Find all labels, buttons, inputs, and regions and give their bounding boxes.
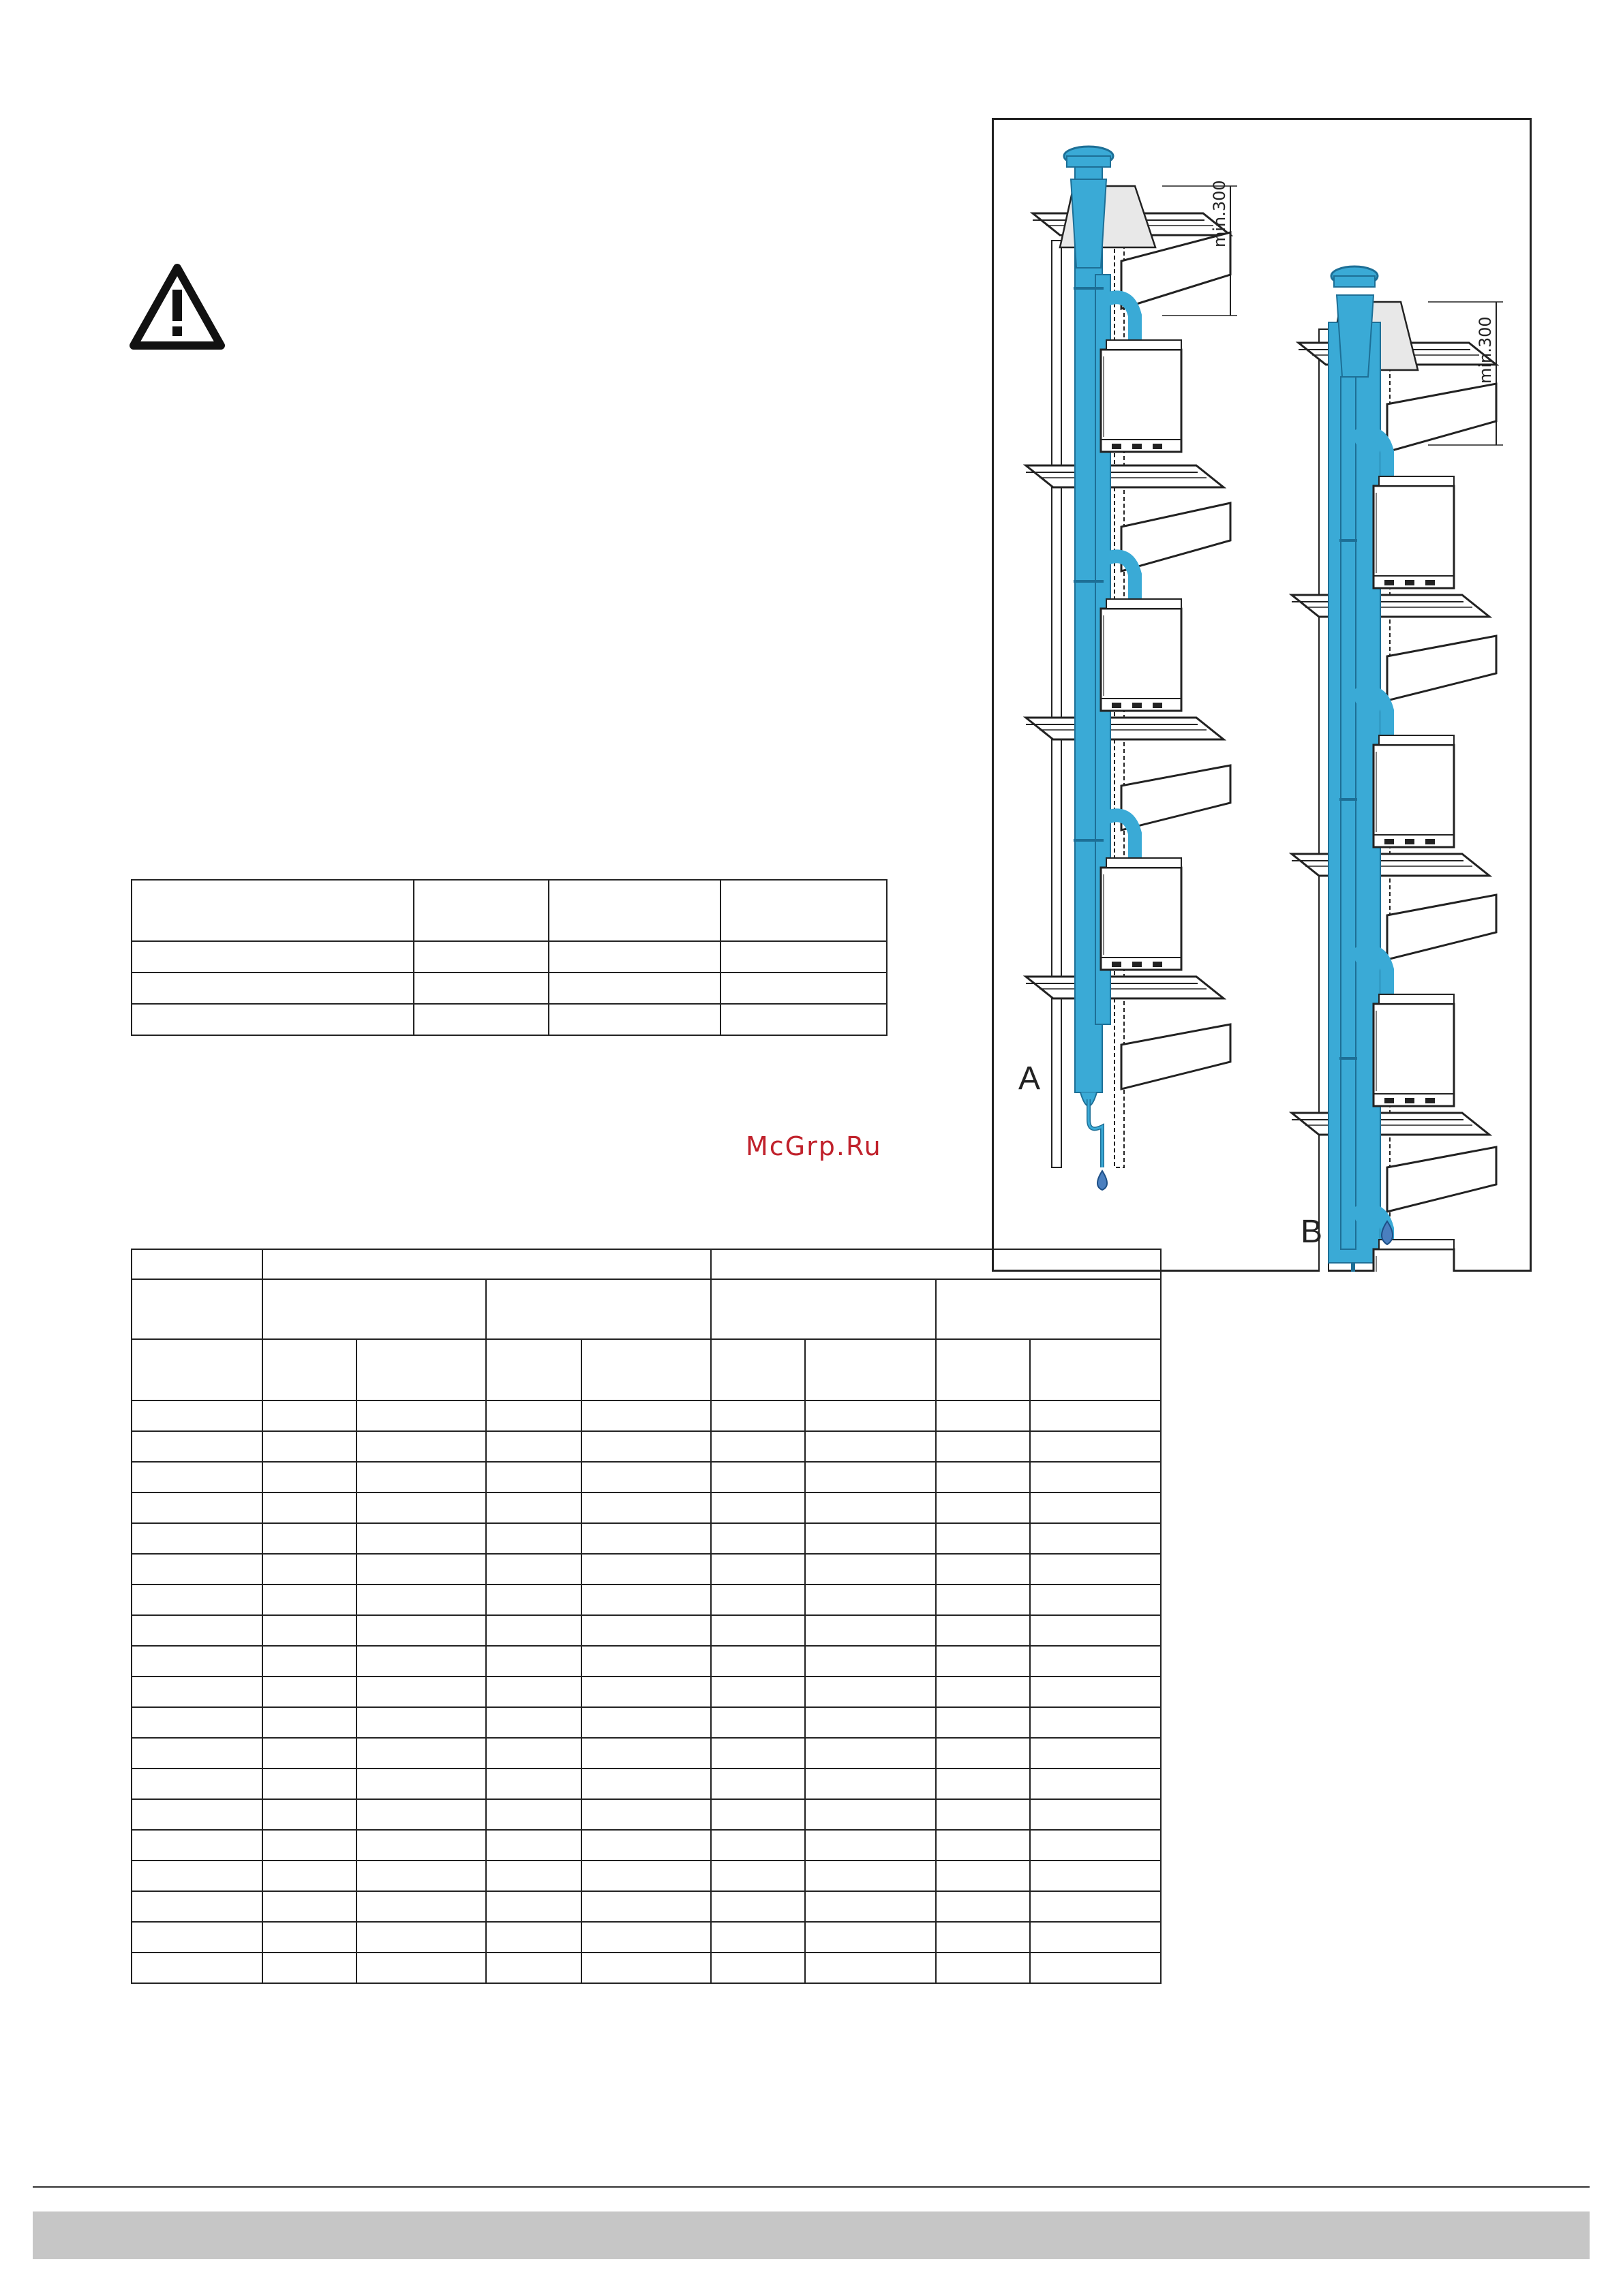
flue-system-illustration: [992, 118, 1532, 1272]
table-cell: [711, 1738, 805, 1769]
table-row: [132, 1769, 1161, 1799]
table-cell: [711, 1431, 805, 1462]
table-cell: [1030, 1953, 1161, 1983]
table-cell: [132, 1769, 262, 1799]
table-row: [132, 1585, 1161, 1615]
table-cell: [805, 1462, 936, 1493]
table-cell: [936, 1431, 1030, 1462]
table-cell: [262, 1677, 357, 1707]
table-cell: [132, 1646, 262, 1677]
table-cell: [581, 1615, 711, 1646]
table-cell: [936, 1799, 1030, 1830]
table-cell: [1030, 1554, 1161, 1585]
table-row: [132, 1523, 1161, 1554]
table-cell: [805, 1769, 936, 1799]
table-row: [132, 1677, 1161, 1707]
table-cell: [711, 1953, 805, 1983]
table-cell: [581, 1769, 711, 1799]
table-cell: [581, 1677, 711, 1707]
table-row: [132, 1891, 1161, 1922]
table-cell: [357, 1523, 486, 1554]
table-cell: [1030, 1677, 1161, 1707]
figure-label-b: B: [1301, 1214, 1323, 1250]
table-cell: [262, 1891, 357, 1922]
table-cell: [581, 1799, 711, 1830]
table-cell: [1030, 1646, 1161, 1677]
table-cell: [1030, 1585, 1161, 1615]
table-cell: [262, 1554, 357, 1585]
table-cell: [357, 1677, 486, 1707]
table-cell: [357, 1554, 486, 1585]
table-cell: [262, 1523, 357, 1554]
table-cell: [486, 1769, 581, 1799]
table-cell: [936, 1707, 1030, 1738]
table-cell: [805, 1922, 936, 1953]
table-cell: [711, 1615, 805, 1646]
table-cell: [132, 1830, 262, 1861]
table-cell: [486, 1677, 581, 1707]
table-cell: [805, 1400, 936, 1431]
table-cell: [357, 1431, 486, 1462]
table-row: [132, 880, 887, 941]
table-cell: [936, 1493, 1030, 1523]
table-cell: [357, 1707, 486, 1738]
table-cell: [711, 1493, 805, 1523]
table-cell: [805, 1799, 936, 1830]
table-cell: [581, 1585, 711, 1615]
table-cell: [1030, 1493, 1161, 1523]
table-cell: [357, 1953, 486, 1983]
table-row: [132, 1861, 1161, 1891]
table-cell: [711, 1891, 805, 1922]
table-cell: [357, 1738, 486, 1769]
table-cell: [357, 1861, 486, 1891]
table-cell: [357, 1891, 486, 1922]
dimension-label-a: min.300: [1210, 180, 1229, 247]
table-cell: [132, 1615, 262, 1646]
warning-triangle-icon: [130, 262, 225, 351]
table-cell: [936, 1554, 1030, 1585]
table-cell: [262, 1585, 357, 1615]
table-cell: [262, 1493, 357, 1523]
table-cell: [936, 1585, 1030, 1615]
table-cell: [486, 1493, 581, 1523]
table-cell: [132, 1585, 262, 1615]
table-cell: [581, 1493, 711, 1523]
table-cell: [805, 1615, 936, 1646]
table-cell: [936, 1769, 1030, 1799]
table-cell: [262, 1799, 357, 1830]
table-cell: [357, 1585, 486, 1615]
table-cell: [357, 1400, 486, 1431]
table-cell: [581, 1554, 711, 1585]
table-cell: [711, 1646, 805, 1677]
table-cell: [805, 1861, 936, 1891]
table-cell: [936, 1922, 1030, 1953]
table-row: [132, 1799, 1161, 1830]
table-header-row: [132, 1279, 1161, 1339]
table-cell: [936, 1615, 1030, 1646]
installation-b: [1292, 266, 1503, 1272]
table-cell: [132, 1677, 262, 1707]
table-cell: [936, 1738, 1030, 1769]
table-cell: [486, 1646, 581, 1677]
table-cell: [132, 1493, 262, 1523]
table-row: [132, 1830, 1161, 1861]
table-cell: [581, 1707, 711, 1738]
table-cell: [711, 1462, 805, 1493]
table-cell: [805, 1493, 936, 1523]
table-cell: [262, 1922, 357, 1953]
table-cell: [805, 1646, 936, 1677]
table-cell: [132, 1861, 262, 1891]
table-cell: [581, 1922, 711, 1953]
table-cell: [1030, 1400, 1161, 1431]
table-cell: [711, 1799, 805, 1830]
table-cell: [132, 1431, 262, 1462]
figure-label-a: A: [1018, 1060, 1041, 1097]
table-row: [132, 1554, 1161, 1585]
table-cell: [936, 1861, 1030, 1891]
table-cell: [262, 1431, 357, 1462]
table-cell: [262, 1707, 357, 1738]
table-cell: [357, 1769, 486, 1799]
table-cell: [486, 1554, 581, 1585]
table-cell: [805, 1677, 936, 1707]
table-cell: [486, 1922, 581, 1953]
table-cell: [581, 1523, 711, 1554]
water-drop-icon: [1097, 1171, 1107, 1190]
small-table: [131, 879, 888, 1036]
table-cell: [357, 1462, 486, 1493]
table-cell: [1030, 1431, 1161, 1462]
table-cell: [711, 1707, 805, 1738]
table-row: [132, 1004, 887, 1035]
watermark-text: McGrp.Ru: [746, 1131, 882, 1161]
table-cell: [805, 1707, 936, 1738]
table-cell: [357, 1615, 486, 1646]
table-cell: [486, 1707, 581, 1738]
table-row: [132, 1615, 1161, 1646]
table-cell: [805, 1554, 936, 1585]
table-row: [132, 1738, 1161, 1769]
dimension-label-b: min.300: [1476, 316, 1495, 384]
table-cell: [805, 1953, 936, 1983]
table-cell: [262, 1400, 357, 1431]
table-cell: [132, 1799, 262, 1830]
table-cell: [805, 1585, 936, 1615]
table-cell: [805, 1830, 936, 1861]
table-row: [132, 1493, 1161, 1523]
table-cell: [486, 1830, 581, 1861]
table-cell: [936, 1830, 1030, 1861]
table-cell: [1030, 1769, 1161, 1799]
table-cell: [936, 1677, 1030, 1707]
table-cell: [486, 1799, 581, 1830]
table-cell: [262, 1738, 357, 1769]
table-cell: [1030, 1861, 1161, 1891]
table-cell: [805, 1738, 936, 1769]
table-cell: [486, 1585, 581, 1615]
table-cell: [581, 1738, 711, 1769]
table-cell: [711, 1922, 805, 1953]
table-cell: [132, 1922, 262, 1953]
table-cell: [581, 1861, 711, 1891]
table-cell: [486, 1891, 581, 1922]
table-row: [132, 1400, 1161, 1431]
table-cell: [262, 1462, 357, 1493]
table-cell: [486, 1523, 581, 1554]
table-cell: [132, 1738, 262, 1769]
table-cell: [711, 1861, 805, 1891]
table-cell: [711, 1554, 805, 1585]
table-cell: [581, 1462, 711, 1493]
table-cell: [581, 1953, 711, 1983]
large-table: [131, 1249, 1162, 1984]
table-cell: [1030, 1799, 1161, 1830]
table-cell: [805, 1431, 936, 1462]
water-drop-icon: [1376, 1220, 1399, 1247]
table-cell: [936, 1891, 1030, 1922]
table-cell: [357, 1646, 486, 1677]
footer-bar: [33, 2211, 1590, 2259]
table-cell: [486, 1861, 581, 1891]
table-header-row: [132, 1339, 1161, 1400]
table-cell: [581, 1830, 711, 1861]
table-cell: [805, 1891, 936, 1922]
table-cell: [805, 1523, 936, 1554]
table-cell: [581, 1400, 711, 1431]
table-cell: [936, 1523, 1030, 1554]
table-cell: [262, 1646, 357, 1677]
table-cell: [132, 1707, 262, 1738]
table-cell: [711, 1769, 805, 1799]
table-cell: [357, 1799, 486, 1830]
table-cell: [357, 1922, 486, 1953]
table-cell: [486, 1615, 581, 1646]
table-cell: [581, 1891, 711, 1922]
table-cell: [486, 1400, 581, 1431]
table-cell: [262, 1861, 357, 1891]
table-cell: [581, 1431, 711, 1462]
table-cell: [1030, 1830, 1161, 1861]
table-cell: [936, 1953, 1030, 1983]
table-cell: [132, 1523, 262, 1554]
table-cell: [1030, 1891, 1161, 1922]
table-cell: [936, 1462, 1030, 1493]
table-cell: [581, 1646, 711, 1677]
table-cell: [486, 1738, 581, 1769]
table-cell: [486, 1431, 581, 1462]
table-cell: [132, 1891, 262, 1922]
table-row: [132, 1953, 1161, 1983]
table-cell: [262, 1769, 357, 1799]
table-cell: [936, 1400, 1030, 1431]
table-row: [132, 1707, 1161, 1738]
table-cell: [936, 1646, 1030, 1677]
table-row: [132, 1462, 1161, 1493]
table-cell: [711, 1830, 805, 1861]
installation-a: [1026, 147, 1237, 1190]
table-cell: [1030, 1922, 1161, 1953]
table-cell: [357, 1830, 486, 1861]
table-cell: [132, 1400, 262, 1431]
table-cell: [1030, 1462, 1161, 1493]
table-cell: [132, 1462, 262, 1493]
table-cell: [262, 1953, 357, 1983]
table-cell: [486, 1953, 581, 1983]
table-cell: [711, 1677, 805, 1707]
table-cell: [711, 1585, 805, 1615]
table-row: [132, 1922, 1161, 1953]
table-cell: [132, 1953, 262, 1983]
footer-rule: [33, 2186, 1590, 2188]
table-cell: [357, 1493, 486, 1523]
table-cell: [711, 1400, 805, 1431]
table-cell: [1030, 1738, 1161, 1769]
table-cell: [486, 1462, 581, 1493]
table-cell: [1030, 1615, 1161, 1646]
table-cell: [262, 1615, 357, 1646]
table-cell: [1030, 1707, 1161, 1738]
table-cell: [262, 1830, 357, 1861]
table-row: [132, 973, 887, 1004]
table-row: [132, 1431, 1161, 1462]
table-cell: [132, 1554, 262, 1585]
table-row: [132, 1646, 1161, 1677]
table-row: [132, 941, 887, 973]
table-cell: [711, 1523, 805, 1554]
table-cell: [1030, 1523, 1161, 1554]
